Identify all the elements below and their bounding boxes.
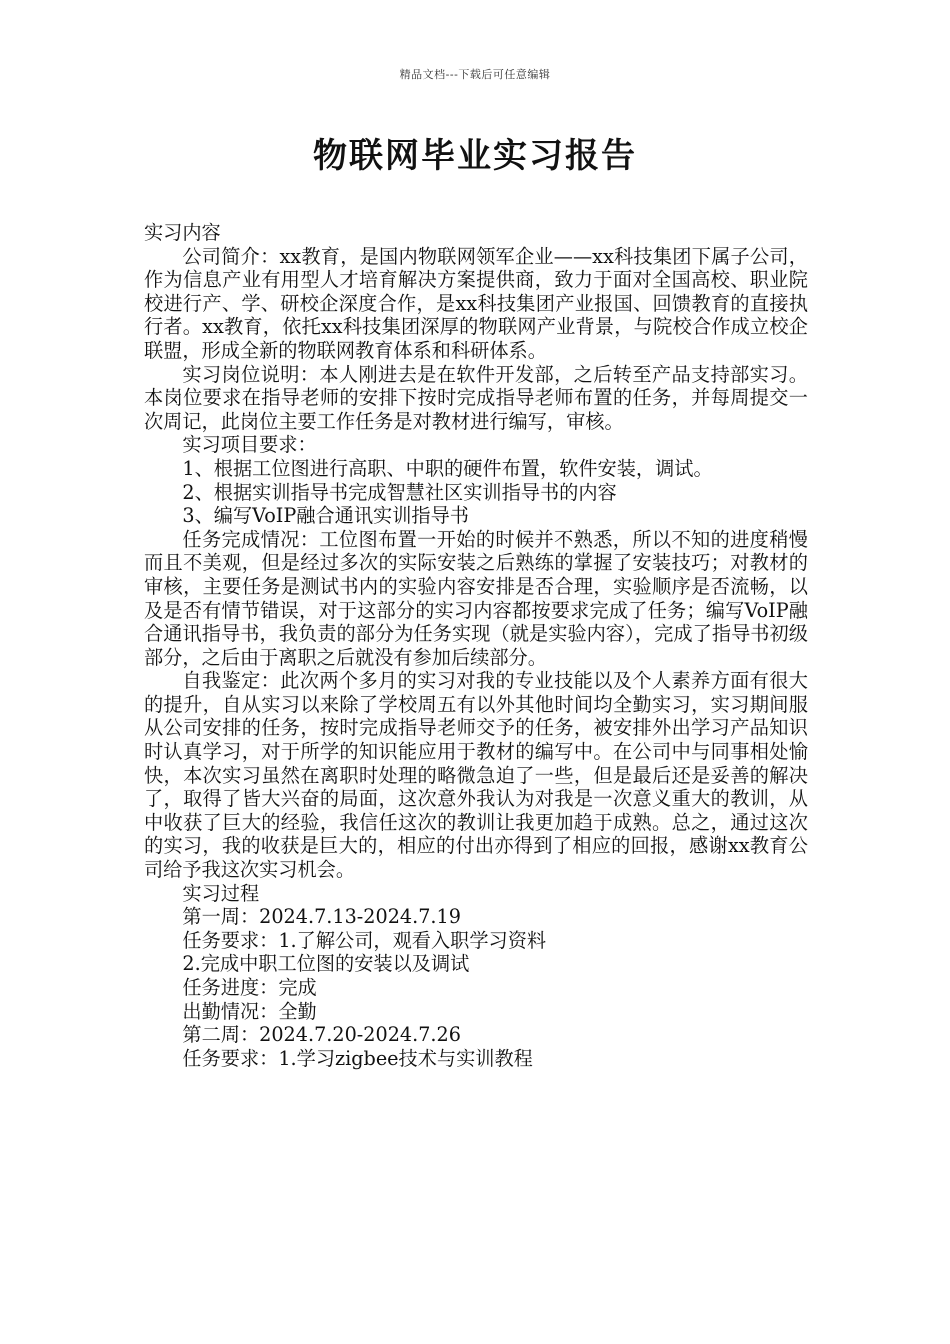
header-note: 精品文档---下载后可任意编辑 — [399, 68, 551, 81]
paragraph-position: 实习岗位说明：本人刚进去是在软件开发部，之后转至产品支持部实习。本岗位要求在指导老师的安排下按时完成指导老师布置的任务，并每周提交一次周记，此岗位主要工作任务是对教材进行编写，审核。 — [144, 362, 808, 433]
project-item: 3、编写VoIP融合通讯实训指导书 — [182, 504, 469, 528]
paragraph-self-evaluation: 自我鉴定：此次两个多月的实习对我的专业技能以及个人素养方面有很大的提升，自从实习以来除了学校周五有以外其他时间均全勤实习，实习期间服从公司安排的任务，按时完成指导老师交予的任务，被安排外出学习产品知识时认真学习，对于所学的知识能应用于教材的编写中。在公司中与同事相处愉快，本次实习虽然在离职时处理的略微急迫了一些，但是最后还是妥善的解决了，取得了皆大兴奋的局面，这次意外我认为对我是一次意义重大的教训，从中收获了巨大的经验，我信任这次的教训让我更加趋于成熟。总之，通过这次的实习，我的收获是巨大的，相应的付出亦得到了相应的回报，感谢xx教育公司给予我这次实习机会。 — [144, 669, 808, 882]
project-item: 2、根据实训指导书完成智慧社区实训指导书的内容 — [182, 480, 617, 504]
section-heading-content: 实习内容 — [144, 221, 221, 244]
process-line: 第一周：2024.7.13-2024.7.19 — [182, 905, 461, 929]
process-line: 任务进度：完成 — [182, 976, 317, 999]
process-line: 任务要求：1.了解公司，观看入职学习资料 — [182, 928, 547, 952]
paragraph-completion: 任务完成情况：工位图布置一开始的时候并不熟悉，所以不知的进度稍慢而且不美观，但是经过多次的实际安装之后熟练的掌握了安装技巧；对教材的审核，主要任务是测试书内的实验内容安排是否合理，实验顺序是否流畅，以及是否有情节错误，对于这部分的实习内容都按要求完成了任务；编写VoIP融合通讯指导书，我负责的部分为任务实现（就是实验内容），完成了指导书初级部分，之后由于离职之后就没有参加后续部分。 — [144, 527, 808, 669]
process-line: 出勤情况：全勤 — [182, 999, 317, 1023]
process-line: 任务要求：1.学习zigbee技术与实训教程 — [182, 1046, 533, 1070]
project-item: 1、根据工位图进行高职、中职的硬件布置，软件安装，调试。 — [182, 456, 713, 480]
document-title: 物联网毕业实习报告 — [313, 136, 637, 176]
project-heading: 实习项目要求： — [182, 433, 317, 457]
paragraph-company-intro: 公司简介：xx教育，是国内物联网领军企业——xx科技集团下属子公司，作为信息产业有用型人才培育解决方案提供商，致力于面对全国高校、职业院校进行产、学、研校企深度合作，是xx科技集团产业报国、回馈教育的直接执行者。xx教育，依托xx科技集团深厚的物联网产业背景，与院校合作成立校企联盟，形成全新的物联网教育体系和科研体系。 — [144, 244, 808, 362]
process-line: 2.完成中职工位图的安装以及调试 — [182, 952, 470, 976]
process-heading: 实习过程 — [182, 881, 260, 905]
process-line: 第二周：2024.7.20-2024.7.26 — [182, 1023, 461, 1047]
document-body — [144, 221, 808, 1070]
